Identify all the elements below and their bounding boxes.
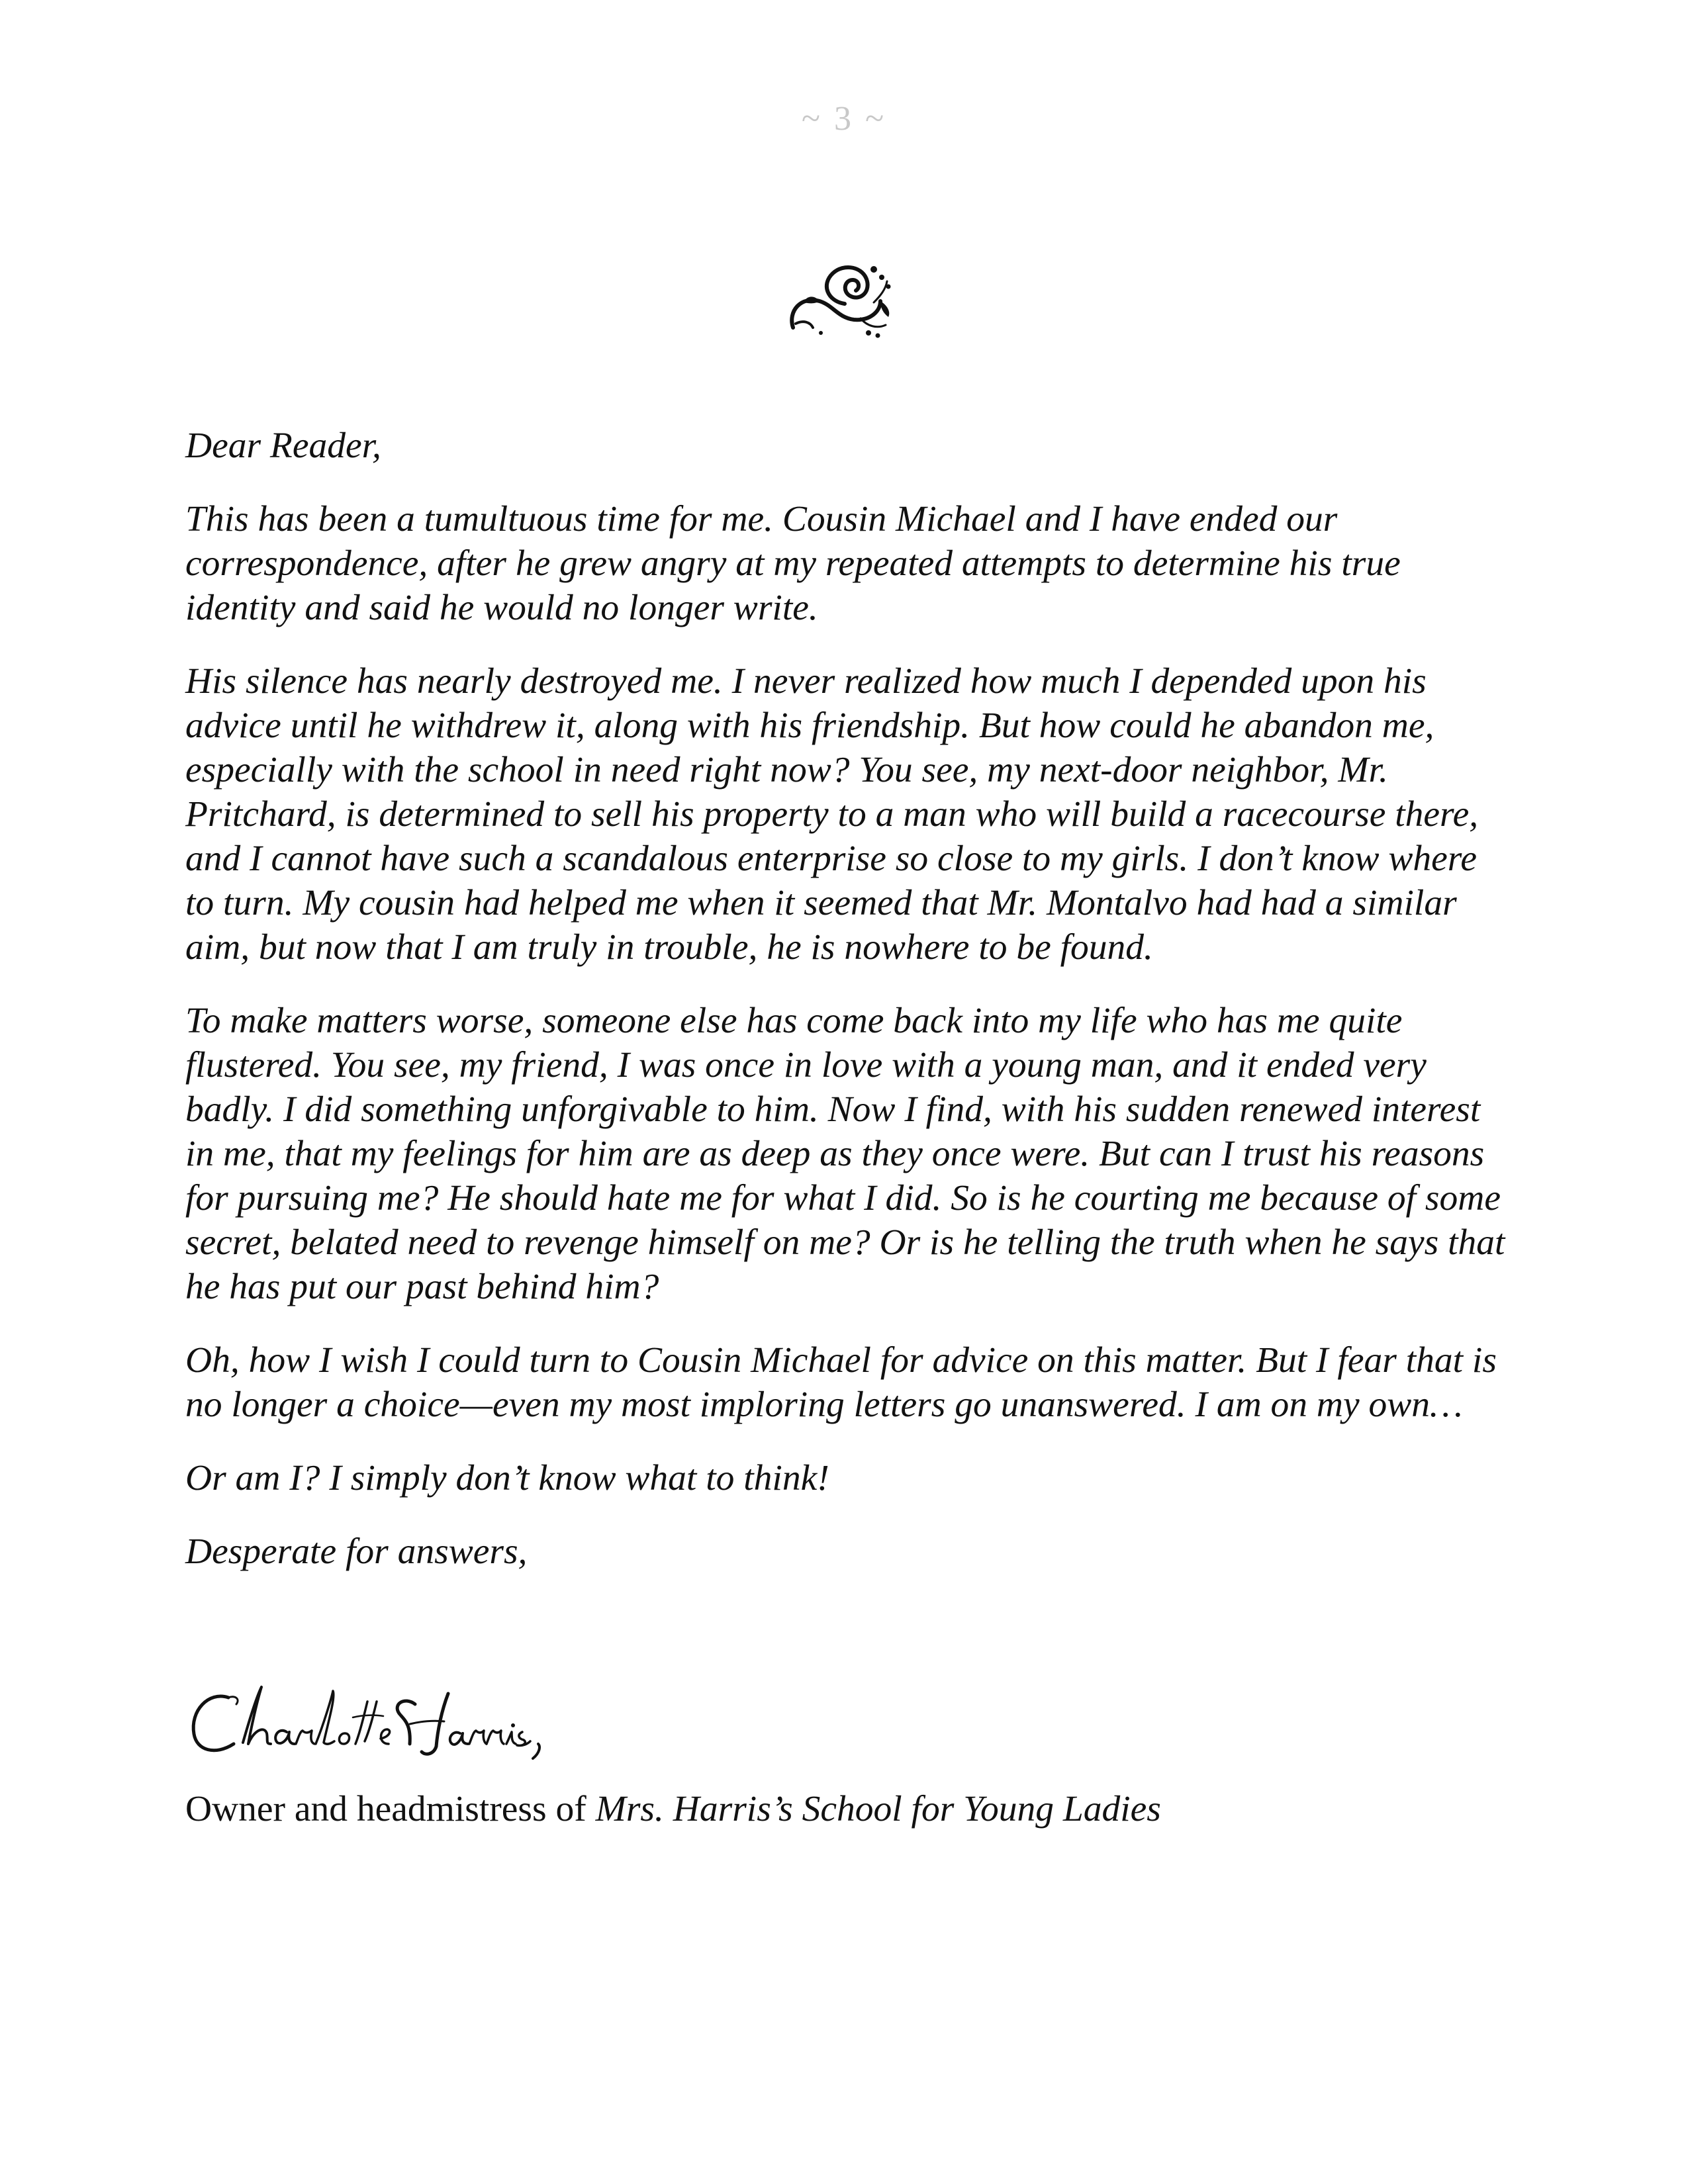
swirl-ornament-icon [781, 255, 894, 341]
handwritten-signature [182, 1678, 553, 1770]
letter-paragraph: Oh, how I wish I could turn to Cousin Michael for advice on this matter. But I fear that is no longer a choice—even my most imploring letters go unanswered. I am on my own… [185, 1340, 1497, 1425]
letter-paragraph: Or am I? I simply don’t know what to think! [185, 1458, 829, 1498]
school-name: Mrs. Harris’s School for Young Ladies [595, 1789, 1161, 1829]
letter-paragraph: This has been a tumultuous time for me. Cousin Michael and I have ended our correspondence, after he grew angry at my repeated attempts to determine his true identity and said he would no longer write. [185, 499, 1401, 628]
letter-paragraph: His silence has nearly destroyed me. I never realized how much I depended upon his advice until he withdrew it, along with his friendship. But how could he abandon me, especially with the school in need right now? You see, my next-door neighbor, Mr. Pritchard, is determined to sell his property to a man who will build a racecourse there, and I cannot have such a scandalous enterprise so close to my girls. I don’t know where to turn. My cousin had helped me when it seemed that Mr. Montalvo had had a similar aim, but now that I am truly in trouble, he is nowhere to be found. [185, 661, 1479, 968]
owner-role-text: Owner and headmistress of [185, 1789, 596, 1829]
owner-line [185, 1787, 1509, 1831]
page-number: ~ 3 ~ [801, 100, 887, 138]
closing-line: Desperate for answers, [185, 1531, 528, 1572]
letter-paragraph: To make matters worse, someone else has come back into my life who has me quite flustered. You see, my friend, I was once in love with a young man, and it ended very badly. I did something unforgivable to him. Now I find, with his sudden renewed interest in me, that my feelings for him are as deep as they once were. But can I trust his reasons for pursuing me? He should hate me for what I did. So is he courting me because of some secret, belated need to revenge himself on me? Or is he telling the truth when he says that he has put our past behind him? [185, 1001, 1505, 1307]
salutation: Dear Reader, [185, 426, 381, 466]
letter-body [185, 424, 1509, 1574]
